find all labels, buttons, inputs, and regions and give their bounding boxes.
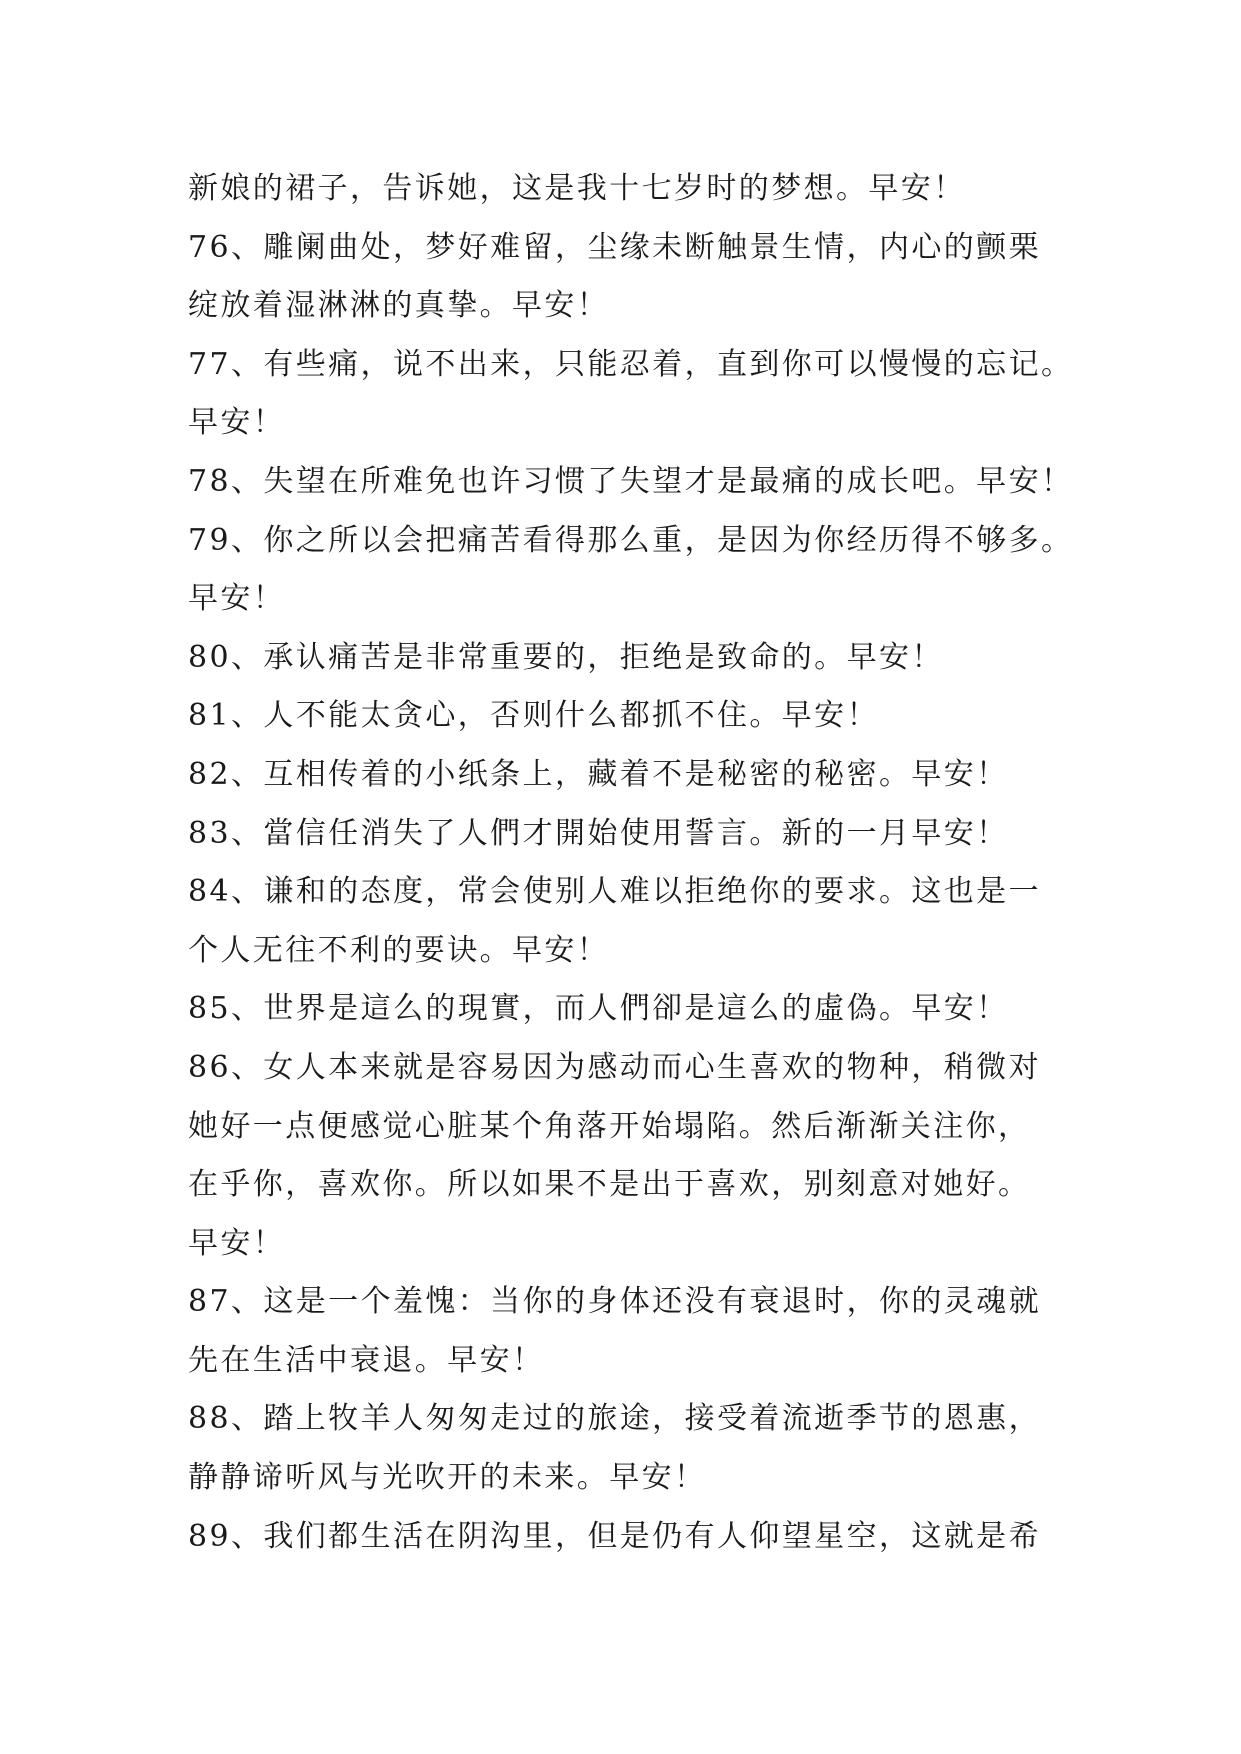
text-line: 她好一点便感觉心脏某个角落开始塌陷。然后渐渐关注你， — [188, 1108, 1031, 1144]
text-line: 80、承认痛苦是非常重要的，拒绝是致命的。早安！ — [188, 639, 944, 675]
document-body — [188, 160, 1088, 1566]
text-line: 个人无往不利的要诀。早安！ — [188, 932, 610, 968]
text-line: 早安！ — [188, 581, 286, 617]
text-line: 83、當信任消失了人們才開始使用誓言。新的一月早安！ — [188, 815, 1009, 851]
text-line: 87、这是一个羞愧：当你的身体还没有衰退时，你的灵魂就 — [188, 1284, 1041, 1320]
text-line: 在乎你，喜欢你。所以如果不是出于喜欢，别刻意对她好。 — [188, 1167, 1031, 1203]
text-line: 早安！ — [188, 1225, 286, 1261]
text-line: 88、踏上牧羊人匆匆走过的旅途，接受着流逝季节的恩惠， — [188, 1401, 1041, 1437]
text-line: 79、你之所以会把痛苦看得那么重，是因为你经历得不够多。 — [188, 522, 1074, 558]
text-line: 76、雕阑曲处，梦好难留，尘缘未断触景生情，内心的颤栗 — [188, 229, 1041, 265]
text-line: 82、互相传着的小纸条上，藏着不是秘密的秘密。早安！ — [188, 756, 1009, 792]
text-line: 绽放着湿淋淋的真挚。早安！ — [188, 288, 610, 324]
text-line: 新娘的裙子，告诉她，这是我十七岁时的梦想。早安！ — [188, 171, 966, 206]
text-line: 89、我们都生活在阴沟里，但是仍有人仰望星空，这就是希 — [188, 1518, 1041, 1554]
text-line: 84、谦和的态度，常会使别人难以拒绝你的要求。这也是一 — [188, 874, 1041, 910]
text-line: 77、有些痛，说不出来，只能忍着，直到你可以慢慢的忘记。 — [188, 346, 1074, 382]
text-line: 85、世界是這么的現實，而人們卻是這么的虛偽。早安！ — [188, 991, 1009, 1027]
text-line: 静静谛听风与光吹开的未来。早安！ — [188, 1460, 707, 1496]
text-line: 86、女人本来就是容易因为感动而心生喜欢的物种，稍微对 — [188, 1049, 1041, 1085]
text-line: 先在生活中衰退。早安！ — [188, 1342, 545, 1378]
text-line: 81、人不能太贪心，否则什么都抓不住。早安！ — [188, 698, 879, 734]
text-line: 早安！ — [188, 405, 286, 441]
text-line: 78、失望在所难免也许习惯了失望才是最痛的成长吧。早安！ — [188, 463, 1074, 499]
